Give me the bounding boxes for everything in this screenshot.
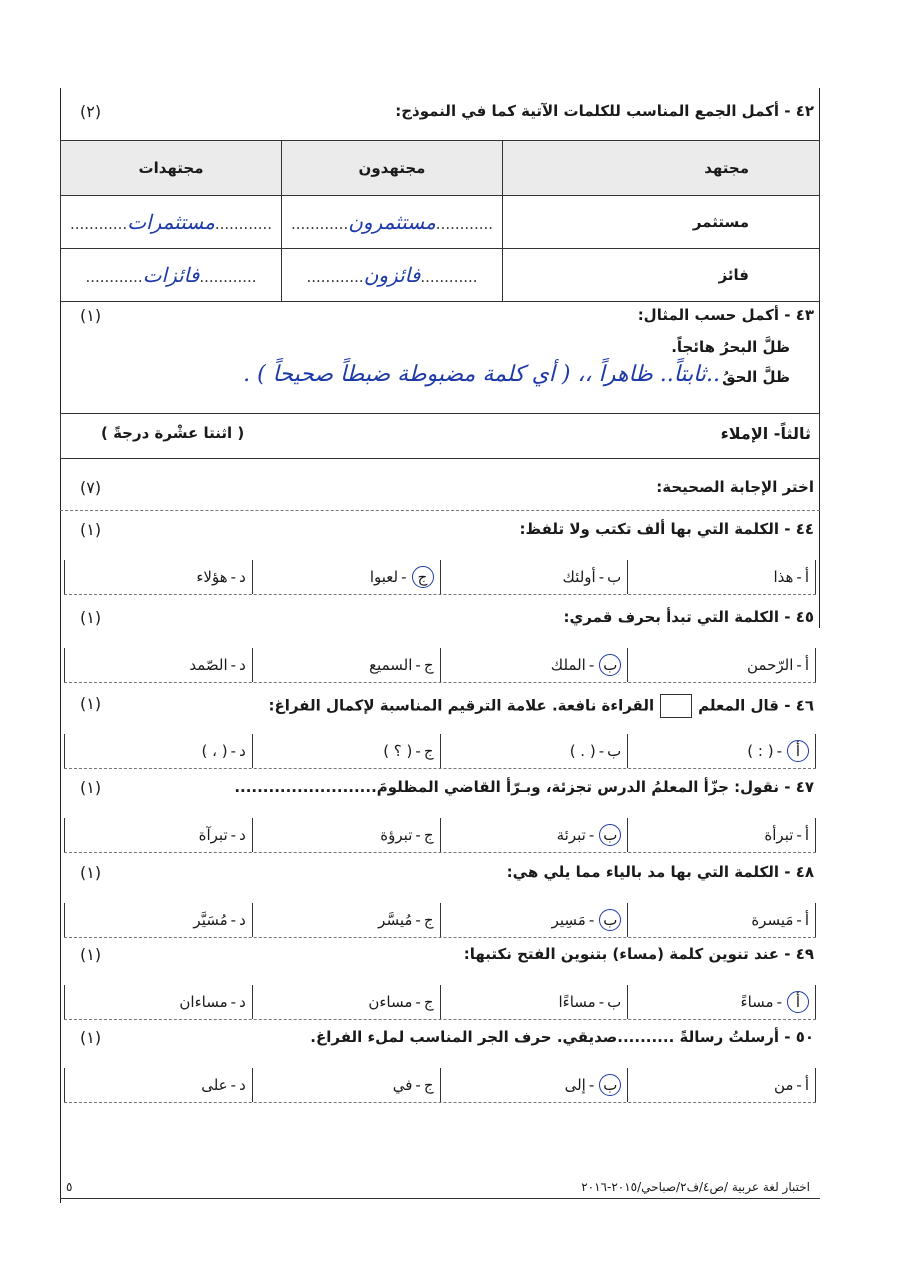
options-row — [64, 560, 816, 595]
word-cell: فائز — [503, 249, 820, 302]
footer-text: اختبار لغة عربية /ص٤/ف٢/صباحي/٢٠١٥-٢٠١٦ — [581, 1180, 810, 1194]
answer-cell[interactable]: ............فائزون............ — [282, 249, 503, 302]
selected-option-letter: ب — [599, 909, 621, 931]
divider — [60, 510, 820, 511]
option-text: ( : ) — [747, 742, 774, 760]
q43-marks: (١) — [80, 306, 102, 325]
option-text: على — [201, 1076, 228, 1094]
option-text: مساءن — [368, 993, 413, 1011]
option-text: تبرأة — [764, 826, 794, 844]
plural-table — [60, 140, 820, 302]
option-4[interactable]: د - الصّمد — [64, 648, 253, 682]
option-letter: ج — [423, 911, 434, 929]
options-row — [64, 985, 816, 1020]
option-text: ( ؟ ) — [383, 742, 413, 760]
question-marks: (١) — [80, 608, 102, 627]
question-marks: (١) — [80, 778, 102, 797]
option-4[interactable]: د - ( ، ) — [64, 734, 253, 768]
question-marks: (١) — [80, 694, 102, 713]
choose-marks: (٧) — [80, 478, 102, 497]
option-letter: د — [239, 568, 246, 586]
selected-option-letter: ب — [599, 824, 621, 846]
option-text: مَيسرة — [751, 911, 794, 929]
option-4[interactable]: د - هؤلاء — [64, 560, 253, 594]
option-letter: ج — [423, 826, 434, 844]
question-marks: (١) — [80, 863, 102, 882]
option-text: مساءان — [179, 993, 228, 1011]
option-1[interactable]: أ - هذا — [628, 560, 816, 594]
question-text: ٤٦ - قال المعلمالقراءة نافعة. علامة الترقيم المناسبة لإكمال الفراغ: — [268, 694, 814, 718]
selected-option-letter: ب — [599, 1074, 621, 1096]
option-letter: أ — [804, 826, 809, 844]
option-text: مَسِير — [551, 911, 586, 929]
option-text: الملك — [550, 656, 586, 674]
option-text: الرّحمن — [747, 656, 794, 674]
page-number: ٥ — [66, 1180, 73, 1194]
options-row — [64, 734, 816, 769]
section-marks: ( اثنتا عشْرة درجةً ) — [101, 424, 245, 442]
option-4[interactable]: د - على — [64, 1068, 253, 1102]
option-2[interactable]: ب - الملك — [441, 648, 629, 682]
option-text: تبرئة — [556, 826, 586, 844]
option-3[interactable]: ج - مساءن — [253, 985, 441, 1019]
question-marks: (١) — [80, 520, 102, 539]
option-letter: د — [239, 656, 246, 674]
q43-prompt: ظلَّ الحقُ — [722, 368, 790, 386]
options-row — [64, 818, 816, 853]
option-text: أولئك — [562, 568, 596, 586]
option-1[interactable]: أ - من — [628, 1068, 816, 1102]
option-letter: د — [239, 742, 246, 760]
option-text: من — [773, 1076, 794, 1094]
option-text: إلى — [564, 1076, 586, 1094]
option-letter: ج — [423, 742, 434, 760]
options-row — [64, 903, 816, 938]
table-row — [61, 196, 820, 249]
option-1[interactable]: أ - الرّحمن — [628, 648, 816, 682]
question-text: ٥٠ - أرسلتُ رسالةً ..........صديقي. حرف الجر المناسب لملء الفراغ. — [310, 1028, 814, 1046]
options-row — [64, 1068, 816, 1103]
option-2[interactable]: ب - أولئك — [441, 560, 629, 594]
option-text: لعبوا — [369, 568, 399, 586]
option-letter: د — [239, 993, 246, 1011]
question-marks: (١) — [80, 945, 102, 964]
option-3[interactable]: ج - تبرؤة — [253, 818, 441, 852]
option-text: تبرؤة — [380, 826, 413, 844]
word-cell: مستثمر — [503, 196, 820, 249]
option-letter: أ — [804, 911, 809, 929]
option-text: مُسَيَّر — [193, 911, 228, 929]
option-4[interactable]: د - تبرآة — [64, 818, 253, 852]
option-text: هؤلاء — [196, 568, 228, 586]
option-letter: أ — [804, 568, 809, 586]
option-1[interactable]: أ - مَيسرة — [628, 903, 816, 937]
option-1[interactable]: أ - مساءً — [628, 985, 816, 1019]
section-header — [60, 413, 820, 459]
option-letter: د — [239, 1076, 246, 1094]
option-text: السميع — [369, 656, 413, 674]
question-text: ٤٥ - الكلمة التي تبدأ بحرف قمري: — [563, 608, 814, 626]
option-letter: ج — [423, 993, 434, 1011]
option-text: في — [392, 1076, 413, 1094]
option-4[interactable]: د - مُسَيَّر — [64, 903, 253, 937]
header-singular: مجتهد — [503, 141, 820, 196]
question-text: ٤٧ - نقول: جزّأ المعلمُ الدرس تجزئة، وبـرّأ القاضي المظلومَ......................... — [234, 778, 814, 796]
section-title: ثالثاً- الإملاء — [720, 424, 811, 443]
question-marks: (١) — [80, 1028, 102, 1047]
option-1[interactable]: أ - ( : ) — [628, 734, 816, 768]
footer-line — [60, 1198, 820, 1199]
option-text: مساءً — [740, 993, 774, 1011]
option-2[interactable]: ب - مساءًا — [441, 985, 629, 1019]
selected-option-letter: ب — [599, 654, 621, 676]
selected-option-letter: أ — [787, 991, 809, 1013]
table-row — [61, 249, 820, 302]
option-text: تبرآة — [198, 826, 228, 844]
option-text: مُيسَّر — [378, 911, 413, 929]
handwritten-answer: مستثمرات — [127, 210, 215, 234]
option-letter: د — [239, 826, 246, 844]
option-letter: ج — [423, 1076, 434, 1094]
option-text: ( . ) — [569, 742, 596, 760]
q43-example: ظلَّ البحرُ هائجاً. — [671, 338, 790, 356]
option-2[interactable]: ب - مَسِير — [441, 903, 629, 937]
option-4[interactable]: د - مساءان — [64, 985, 253, 1019]
option-text: ( ، ) — [201, 742, 228, 760]
exam-sheet — [60, 88, 820, 1203]
header-fem-plural: مجتهدات — [61, 141, 282, 196]
option-letter: ب — [607, 993, 622, 1011]
blank-box[interactable] — [660, 694, 692, 718]
option-letter: ج — [423, 656, 434, 674]
option-text: الصّمد — [189, 656, 228, 674]
answer-cell[interactable]: ............فائزات............ — [61, 249, 282, 302]
selected-option-letter: ج — [412, 566, 434, 588]
option-2[interactable]: ب - تبرئة — [441, 818, 629, 852]
selected-option-letter: أ — [787, 740, 809, 762]
option-3[interactable]: ج - في — [253, 1068, 441, 1102]
option-3[interactable]: ج - مُيسَّر — [253, 903, 441, 937]
q43-handwritten-answer[interactable]: ..ثابتاً.. ظاهراً ،، ( أي كلمة مضبوطة ضبطاً صحيحاً ) . — [243, 362, 720, 387]
header-masc-plural: مجتهدون — [282, 141, 503, 196]
q42-marks: (٢) — [80, 102, 102, 121]
option-3[interactable]: ج - ( ؟ ) — [253, 734, 441, 768]
question-text: ٤٨ - الكلمة التي بها مد بالياء مما يلي هي: — [506, 863, 814, 881]
q42-question: ٤٢ - أكمل الجمع المناسب للكلمات الآتية كما في النموذج: — [395, 102, 814, 120]
option-letter: د — [239, 911, 246, 929]
question-text: ٤٤ - الكلمة التي بها ألف تكتب ولا تلفظ: — [519, 520, 814, 538]
option-2[interactable]: ب - إلى — [441, 1068, 629, 1102]
choose-instruction: اختر الإجابة الصحيحة: — [656, 478, 814, 496]
option-3[interactable]: ج - لعبوا — [253, 560, 441, 594]
option-text: هذا — [773, 568, 794, 586]
q43-question: ٤٣ - أكمل حسب المثال: — [637, 306, 814, 324]
option-3[interactable]: ج - السميع — [253, 648, 441, 682]
option-2[interactable]: ب - ( . ) — [441, 734, 629, 768]
option-1[interactable]: أ - تبرأة — [628, 818, 816, 852]
handwritten-answer: فائزون — [363, 263, 421, 287]
answer-cell[interactable]: ............مستثمرون............ — [282, 196, 503, 249]
answer-cell[interactable]: ............مستثمرات............ — [61, 196, 282, 249]
option-letter: ب — [607, 568, 622, 586]
handwritten-answer: مستثمرون — [348, 210, 436, 234]
option-letter: ب — [607, 742, 622, 760]
option-text: مساءًا — [558, 993, 596, 1011]
handwritten-answer: فائزات — [142, 263, 200, 287]
option-letter: أ — [804, 656, 809, 674]
option-letter: أ — [804, 1076, 809, 1094]
options-row — [64, 648, 816, 683]
question-text: ٤٩ - عند تنوين كلمة (مساء) بتنوين الفتح نكتبها: — [463, 945, 814, 963]
